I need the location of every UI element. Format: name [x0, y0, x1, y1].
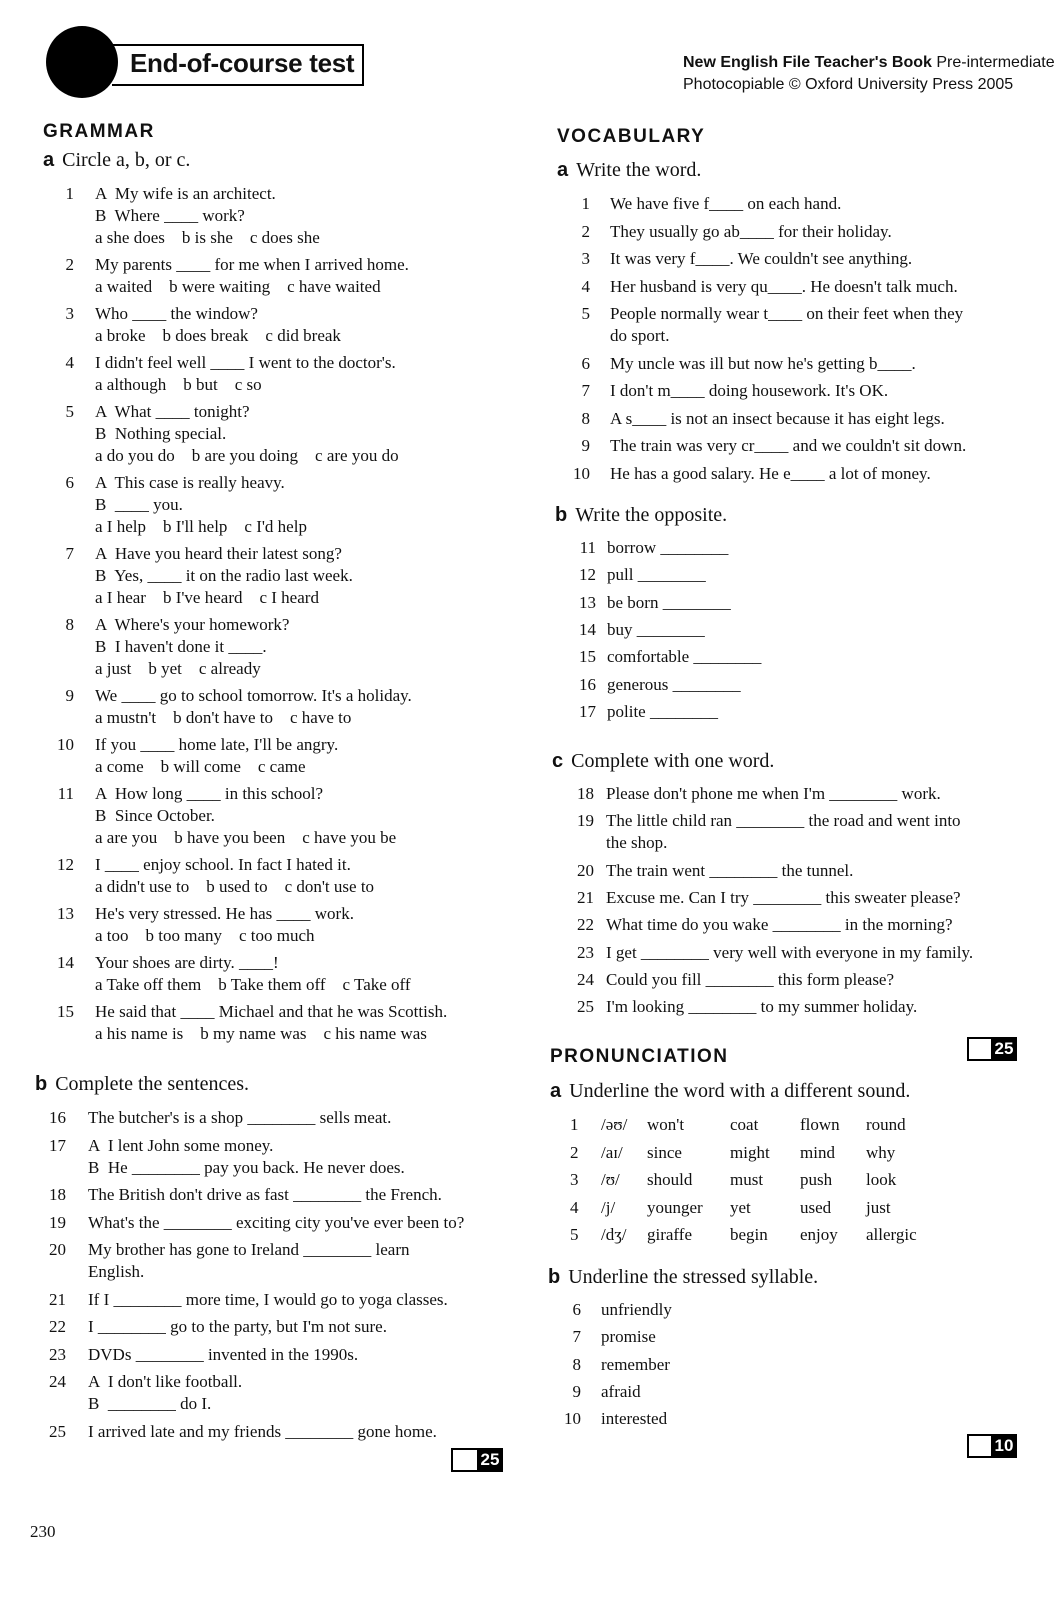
- word-option: look: [866, 1170, 897, 1189]
- page-title: End-of-course test: [130, 48, 355, 78]
- item-number: 5: [570, 1225, 579, 1244]
- stress-word: remember: [601, 1354, 670, 1374]
- item-line: a too b too many c too much: [95, 926, 315, 945]
- item-number: 3: [570, 1170, 579, 1189]
- vocabulary-score: 25: [991, 1037, 1017, 1061]
- item-number: 13: [579, 592, 596, 612]
- item-line: What's the ________ exciting city you've ever been to?: [88, 1212, 465, 1232]
- word-option: allergic: [866, 1225, 917, 1244]
- item-line: borrow ________: [607, 538, 729, 557]
- vocabulary-heading: VOCABULARY: [557, 126, 706, 147]
- item-number: 2: [581, 221, 590, 241]
- item-number: 14: [57, 953, 74, 972]
- grammar-score-box: [451, 1448, 503, 1472]
- item-number: 11: [57, 784, 74, 803]
- vocabulary-b-instruction: b Write the opposite.: [555, 504, 728, 526]
- item-line: DVDs ________ invented in the 1990s.: [88, 1344, 359, 1364]
- item-line: the shop.: [606, 833, 668, 853]
- item-number: 17: [49, 1135, 66, 1155]
- item-line: B ________ do I.: [88, 1394, 212, 1413]
- item-line: A Where's your homework?: [95, 615, 290, 634]
- item-number: 17: [579, 701, 596, 721]
- item-line: Excuse me. Can I try ________ this sweater please?: [606, 887, 961, 907]
- item-line: What time do you wake ________ in the morning?: [606, 915, 953, 935]
- item-line: a didn't use to b used to c don't use to: [95, 877, 375, 896]
- item-line: My brother has gone to Ireland ________ learn: [88, 1240, 410, 1259]
- item-line: a waited b were waiting c have waited: [95, 277, 381, 296]
- item-number: 8: [65, 615, 74, 634]
- item-number: 14: [579, 619, 596, 639]
- item-number: 22: [577, 915, 594, 935]
- stress-word: interested: [601, 1409, 668, 1429]
- item-number: 15: [57, 1002, 74, 1021]
- word-option: push: [800, 1170, 833, 1189]
- vocabulary-a-instruction: a Write the word.: [557, 159, 702, 181]
- item-line: He has a good salary. He e____ a lot of money.: [610, 463, 931, 483]
- item-number: 6: [65, 473, 74, 492]
- item-number: 21: [49, 1289, 66, 1309]
- item-number: 20: [49, 1240, 66, 1259]
- item-number: 23: [49, 1344, 66, 1364]
- item-line: People normally wear t____ on their feet when they: [610, 304, 964, 323]
- item-line: B ____ you.: [95, 495, 183, 514]
- word-option: mind: [800, 1142, 835, 1162]
- item-number: 25: [577, 997, 594, 1017]
- word-option: enjoy: [800, 1225, 838, 1244]
- word-option: just: [866, 1197, 891, 1217]
- item-number: 12: [57, 855, 74, 874]
- word-option: might: [730, 1142, 770, 1162]
- title-border-top: [112, 44, 364, 46]
- item-line: buy ________: [607, 619, 705, 639]
- item-line: a come b will come c came: [95, 757, 306, 776]
- item-number: 24: [49, 1372, 66, 1391]
- item-number: 18: [49, 1185, 66, 1204]
- item-number: 9: [65, 686, 74, 705]
- word-option: yet: [730, 1197, 751, 1217]
- page-number: 230: [30, 1522, 56, 1541]
- item-number: 21: [577, 887, 594, 907]
- item-line: I didn't feel well ____ I went to the doctor's.: [95, 353, 396, 372]
- item-number: 7: [65, 544, 74, 563]
- item-number: 10: [564, 1409, 581, 1429]
- vocabulary-score-box: [967, 1037, 1017, 1061]
- item-line: If I ________ more time, I would go to yoga classes.: [88, 1289, 448, 1309]
- item-number: 10: [573, 463, 590, 483]
- phonetic-symbol: /dʒ/: [601, 1225, 627, 1244]
- item-line: I'm looking ________ to my summer holiday.: [606, 997, 918, 1017]
- word-option: round: [866, 1115, 906, 1134]
- item-line: We ____ go to school tomorrow. It's a holiday.: [95, 686, 412, 705]
- title-underline: [112, 84, 364, 86]
- item-line: B I haven't done it ____.: [95, 637, 267, 656]
- item-line: We have five f____ on each hand.: [610, 194, 842, 213]
- item-number: 5: [65, 402, 74, 421]
- item-number: 2: [65, 255, 74, 274]
- item-line: I ____ enjoy school. In fact I hated it.: [95, 855, 351, 874]
- phonetic-symbol: /aɪ/: [601, 1142, 623, 1162]
- item-number: 6: [572, 1300, 581, 1319]
- item-number: 5: [581, 304, 590, 323]
- item-number: 3: [581, 249, 590, 268]
- book-title: New English File Teacher's Book Pre-intermediate: [683, 54, 1055, 71]
- item-number: 18: [577, 784, 594, 803]
- item-number: 11: [579, 538, 596, 557]
- item-line: B Where ____ work?: [95, 206, 245, 225]
- copyright-line: Photocopiable © Oxford University Press 2005: [683, 76, 1014, 93]
- item-number: 4: [65, 353, 74, 372]
- item-line: Who ____ the window?: [95, 304, 258, 323]
- item-number: 10: [57, 735, 74, 754]
- pronunciation-score: 10: [991, 1434, 1017, 1458]
- item-line: English.: [88, 1262, 145, 1281]
- item-number: 8: [581, 408, 590, 428]
- stress-word: unfriendly: [601, 1300, 672, 1319]
- item-number: 15: [579, 647, 596, 667]
- item-line: B He ________ pay you back. He never does.: [88, 1157, 405, 1177]
- stress-word: promise: [601, 1327, 656, 1347]
- phonetic-symbol: /əʊ/: [601, 1115, 628, 1134]
- item-line: be born ________: [607, 592, 731, 612]
- word-option: coat: [730, 1115, 759, 1134]
- item-line: a mustn't b don't have to c have to: [95, 708, 352, 727]
- word-option: why: [866, 1142, 896, 1162]
- grammar-b-instruction: b Complete the sentences.: [35, 1073, 250, 1095]
- item-number: 2: [570, 1142, 579, 1162]
- item-number: 23: [577, 942, 594, 962]
- item-line: A I lent John some money.: [88, 1135, 274, 1155]
- word-option: won't: [647, 1115, 685, 1134]
- item-line: I don't m____ doing housework. It's OK.: [610, 381, 889, 400]
- word-option: must: [730, 1170, 764, 1189]
- pronunciation-b-instruction: b Underline the stressed syllable.: [548, 1266, 819, 1288]
- item-number: 9: [572, 1381, 581, 1401]
- item-line: a broke b does break c did break: [95, 326, 341, 345]
- phonetic-symbol: /j/: [601, 1197, 616, 1217]
- word-option: begin: [730, 1225, 768, 1244]
- item-line: A This case is really heavy.: [95, 473, 285, 492]
- item-line: A Have you heard their latest song?: [95, 544, 342, 563]
- item-line: polite ________: [607, 701, 718, 721]
- item-number: 6: [581, 353, 590, 373]
- item-line: I arrived late and my friends ________ gone home.: [88, 1421, 437, 1441]
- item-line: B Nothing special.: [95, 424, 227, 443]
- item-number: 1: [65, 184, 74, 203]
- item-line: If you ____ home late, I'll be angry.: [95, 735, 339, 754]
- vocabulary-c-instruction: c Complete with one word.: [552, 750, 775, 772]
- stress-word: afraid: [601, 1381, 641, 1401]
- item-line: a do you do b are you doing c are you do: [95, 446, 399, 465]
- item-line: a I hear b I've heard c I heard: [95, 588, 319, 607]
- item-number: 9: [581, 436, 590, 455]
- item-number: 16: [579, 674, 596, 694]
- item-line: do sport.: [610, 326, 670, 345]
- phonetic-symbol: /ʊ/: [601, 1170, 620, 1189]
- item-line: a just b yet c already: [95, 659, 261, 678]
- item-number: 1: [581, 194, 590, 213]
- word-option: used: [800, 1197, 832, 1217]
- item-line: Her husband is very qu____. He doesn't talk much.: [610, 276, 958, 296]
- word-option: younger: [647, 1197, 703, 1217]
- item-number: 3: [65, 304, 74, 323]
- item-number: 7: [581, 381, 590, 400]
- item-line: A I don't like football.: [88, 1372, 243, 1391]
- item-number: 4: [581, 276, 590, 296]
- item-line: a are you b have you been c have you be: [95, 828, 397, 847]
- item-line: A How long ____ in this school?: [95, 784, 324, 803]
- item-line: The train was very cr____ and we couldn't sit down.: [610, 436, 967, 455]
- item-line: a she does b is she c does she: [95, 228, 320, 247]
- pronunciation-score-box: [967, 1434, 1017, 1458]
- item-line: a his name is b my name was c his name was: [95, 1024, 427, 1043]
- item-number: 16: [49, 1108, 66, 1127]
- word-option: since: [647, 1142, 682, 1162]
- item-number: 19: [577, 811, 594, 831]
- item-number: 7: [572, 1327, 581, 1347]
- pronunciation-heading: PRONUNCIATION: [550, 1046, 729, 1067]
- item-number: 12: [579, 565, 596, 585]
- item-line: A What ____ tonight?: [95, 402, 250, 421]
- item-line: A s____ is not an insect because it has eight legs.: [610, 408, 945, 428]
- item-line: Please don't phone me when I'm ________ work.: [606, 784, 941, 803]
- grammar-a-instruction: a Circle a, b, or c.: [43, 149, 191, 171]
- word-option: flown: [800, 1115, 840, 1134]
- item-line: A My wife is an architect.: [95, 184, 276, 203]
- item-number: 25: [49, 1421, 66, 1441]
- item-line: He's very stressed. He has ____ work.: [95, 904, 354, 923]
- item-number: 8: [572, 1354, 581, 1374]
- item-line: I ________ go to the party, but I'm not sure.: [88, 1317, 387, 1336]
- item-line: a Take off them b Take them off c Take off: [95, 975, 411, 994]
- item-line: The little child ran ________ the road and went into: [606, 811, 961, 831]
- item-line: They usually go ab____ for their holiday.: [610, 221, 892, 241]
- item-line: B Yes, ____ it on the radio last week.: [95, 566, 353, 585]
- word-option: should: [647, 1170, 693, 1189]
- item-line: He said that ____ Michael and that he was Scottish.: [95, 1002, 448, 1021]
- item-line: The British don't drive as fast ________ the French.: [88, 1185, 442, 1204]
- item-line: I get ________ very well with everyone in my family.: [606, 942, 974, 962]
- title-border-right: [362, 46, 364, 86]
- grammar-heading: GRAMMAR: [43, 121, 155, 142]
- item-number: 24: [577, 969, 594, 989]
- word-option: giraffe: [647, 1225, 692, 1244]
- item-line: a although b but c so: [95, 375, 262, 394]
- item-line: The butcher's is a shop ________ sells meat.: [88, 1108, 392, 1127]
- item-line: The train went ________ the tunnel.: [606, 860, 854, 880]
- item-line: My parents ____ for me when I arrived home.: [95, 255, 409, 274]
- item-number: 22: [49, 1317, 66, 1336]
- item-line: generous ________: [607, 674, 741, 694]
- item-line: a I help b I'll help c I'd help: [95, 517, 307, 536]
- item-line: Could you fill ________ this form please?: [606, 969, 895, 989]
- header-circle-graphic: [46, 26, 118, 98]
- item-line: My uncle was ill but now he's getting b____.: [610, 353, 916, 373]
- item-line: pull ________: [607, 565, 706, 585]
- item-number: 20: [577, 860, 594, 880]
- item-number: 1: [570, 1115, 579, 1134]
- item-line: comfortable ________: [607, 647, 762, 667]
- item-line: B Since October.: [95, 806, 215, 825]
- item-number: 19: [49, 1212, 66, 1232]
- pronunciation-a-instruction: a Underline the word with a different sound.: [550, 1080, 911, 1102]
- item-line: Your shoes are dirty. ____!: [95, 953, 279, 972]
- item-number: 4: [570, 1197, 579, 1217]
- grammar-score: 25: [477, 1448, 503, 1472]
- item-number: 13: [57, 904, 74, 923]
- item-line: It was very f____. We couldn't see anything.: [610, 249, 913, 268]
